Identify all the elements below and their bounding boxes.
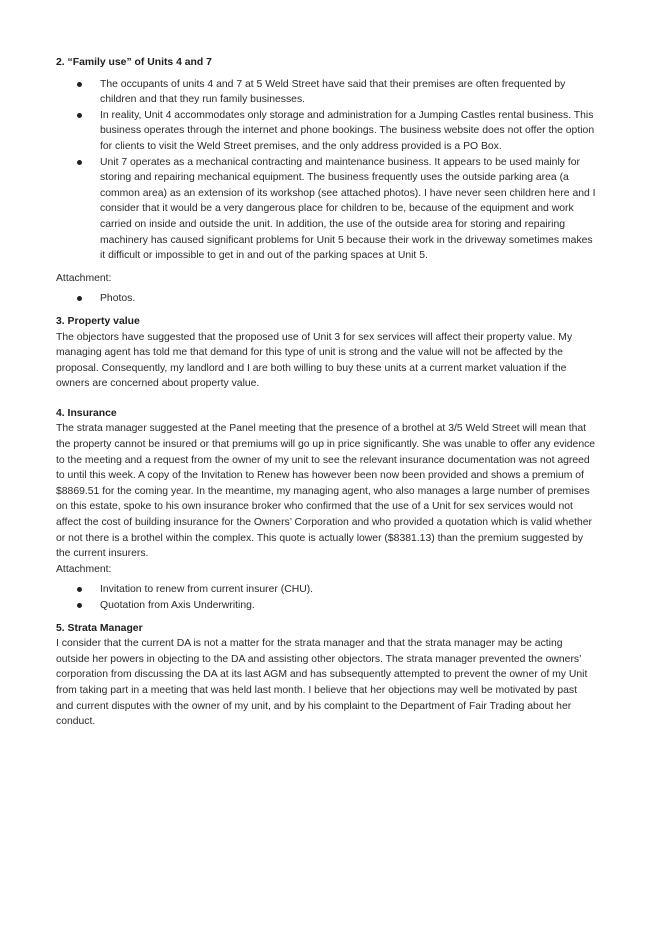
list-item: Photos. [56,291,596,307]
list-item: The occupants of units 4 and 7 at 5 Weld Street have said that their premises are often frequented by children and that they run family businesses. [56,77,596,108]
section-body: I consider that the current DA is not a matter for the strata manager and that the strata manager may be acting outside her powers in objecting to the DA and assisting other objectors. The strata manager prevented the owners’ corporation from discussing the DA at its last AGM and has subsequently attempted to prevent the owner of my Unit from taking part in a meeting that was held last month. I believe that her objections may well be motivated by past and current disputes with the owner of my unit, and by his complaint to the Department of Fair Trading about her conduct. [56,638,588,728]
attachment-list [56,582,596,613]
section-heading: 2. “Family use” of Units 4 and 7 [56,57,212,68]
section-body: The strata manager suggested at the Panel meeting that the presence of a brothel at 3/5 Weld Street will mean that the property cannot be insured or that premiums will go up in price significantly. She was unable to offer any evidence to the meeting and a request from the owner of my unit to see the relevant insurance documentation was not agreed to until this week. A copy of the Invitation to Renew has however been now been provided and shows a premium of $8869.51 for the coming year. In the meantime, my managing agent, who also manages a large number of premises on this estate, spoke to his own insurance broker who confirmed that the use of a Unit for sex services would not affect the cost of building insurance for the Owners’ Corporation and who provided a quotation which is valid whether or not there is a brothel within the complex. This quote is actually lower ($8381.13) than the premium suggested by the current insurers. [56,423,596,560]
section-family-use [56,55,596,307]
document-page [56,55,596,730]
attachment-label: Attachment: [56,272,112,284]
list-item: Unit 7 operates as a mechanical contracting and maintenance business. It appears to be used mainly for storing and repairing mechanical equipment. The business frequently uses the outside parking area (a common area) as an extension of its workshop (see attached photos). I have never seen children here and I consider that it would be a very dangerous place for children to be, because of the equipment and work carried on inside and outside the unit. In addition, the use of the outside area for storing and repairing machinery has caused significant problems for Unit 5 because their work in the driveway sometimes makes it difficult or impossible to get in and out of the parking spaces at Unit 5. [56,155,596,264]
section-property-value [56,314,596,392]
attachment-list [56,291,596,307]
section-insurance [56,406,596,614]
attachment-label: Attachment: [56,563,112,575]
bullet-list [56,77,596,264]
list-item: Invitation to renew from current insurer (CHU). [56,582,596,598]
section-heading: 3. Property value [56,315,140,327]
section-body: The objectors have suggested that the proposed use of Unit 3 for sex services will affect their property value. My managing agent has told me that demand for this type of unit is strong and the value will not be affected by the proposal. Consequently, my landlord and I are both willing to buy these units at a current market valuation if the owners are concerned about property value. [56,331,573,390]
section-strata-manager [56,621,596,730]
section-heading: 4. Insurance [56,407,117,419]
section-heading: 5. Strata Manager [56,622,143,634]
list-item: In reality, Unit 4 accommodates only storage and administration for a Jumping Castles rental business. This business operates through the internet and phone bookings. The business website does not offer the option for clients to visit the Weld Street premises, and the only address provided is a PO Box. [56,108,596,155]
list-item: Quotation from Axis Underwriting. [56,598,596,614]
